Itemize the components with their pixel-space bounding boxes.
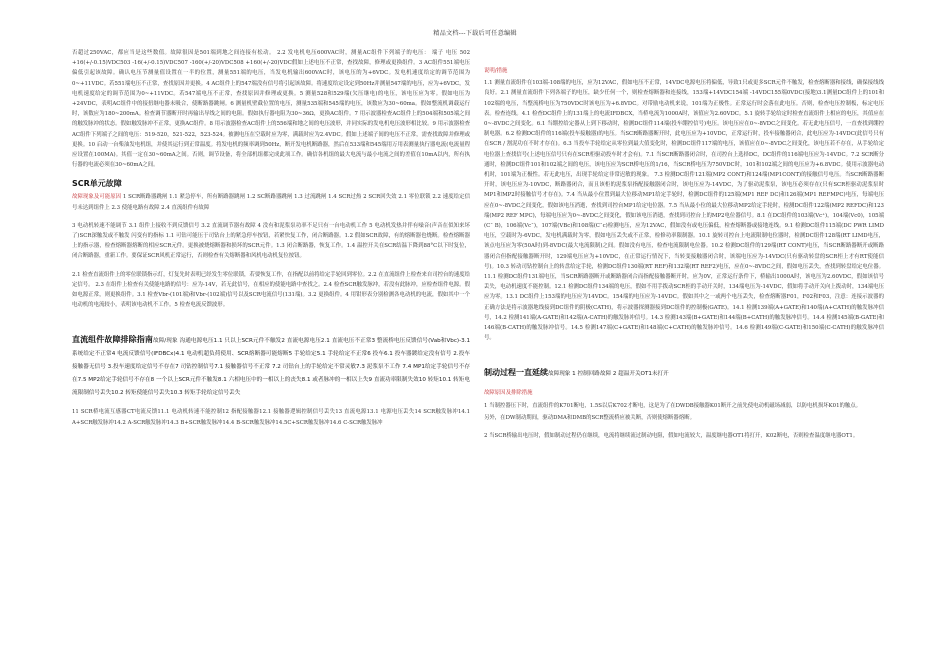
scr-phenomena-text: 1 SCR断路器跳闸 1.1 紧急停车，所有断路器跳闸 1.2 SC断路器跳闸 1.3 过流跳闸 1.4 SCR过热 2 SCR回失效 2.1 零位联锁 2.2 速度给定信号未达到组件上 2.3 使能电路有故障 2.4 直流组件有故障 [72, 194, 470, 211]
brake-cause-label: 故障原因及排除措施 [484, 390, 533, 397]
brake-items: 1 控制回路故障 2 超温开关OT1未打开 [570, 371, 669, 378]
right-column [484, 66, 884, 443]
dc-section-title [72, 334, 470, 399]
dc-title-text: 直流组件故障排除指南 [72, 335, 153, 345]
scr-paragraph-2: 3 电动机转速不能调节 3.1 组件上接收不到反馈信号 3.2 直流调节器有故障 4 没有和泥浆泵功率不足只有一台电动机工作 5 电动机发热并伴有噪音(声音在似知来坏了)SCR深触发或不触发 闪变有的指标 1.1 可钻可能压于司钻台上的紧急停车按钮，若紧快复工作，闭合断路器。1.2 假如SCR故障，有的熔断器也烧断。检查熔断器上的指示器，检查熔断器熔断的相应SCR元件。更换被烧熔断器和损坏的SCR元件。1.3 闭合断路器，恢复工作。1.4 温控开关在SCR结温下降到88°C以下时复位，闭合断路器，重新工作。要保证SCR风机正常运行，否则检查有关熔断器和风机电动机复位按钮。 [72, 222, 470, 260]
brake-cause-3: 2 当SCR桥输出电压时，假如制动过程仍在继续，电流将继续流过制动电阻，假如电流较大，温度继电器OT1将打开，K02断电，否则检查温度继电器OT1。 [484, 433, 859, 440]
scr-phenomena [72, 192, 470, 212]
scr-phenomena-label: 故障现象及可能原因 [72, 194, 122, 201]
dc-list: 11 SCR桥电流互感器CT电流反馈11.1 电动机转速不能控制12 指配接触器12.1 接触器逻辑控制信号丢失13 直流电源13.1 电源电压丢失14 SCR触发脉冲14.1 A+SCR触发脉冲14.2 A-SCR触发脉冲14.3 B+SCR触发脉冲14.4 B-SCR触发脉冲14.5C+SCR触发脉冲14.6 C-SCR触发脉冲 [72, 409, 470, 426]
dc-phenomena-text: 沟通电源电压1.1 只以上SCR元件不触发2 直流电源电压2.1 直流电压不正常3 整流桥电压反馈信号(Vab和Vbc)-3.1 系统给定不正常4 电流反馈信号(IFDBCx)4.1 电动机超负荷使用、SCR熔断器可能熔断5 手轮给定5.1 手轮给定不正常6 投车6.1 投车器鍍给定没有信号 2.投车接触器无信号 3.投车速度给定信号不存在7 司钻控制信号7.1 接触器信号不正常 7.2 司钻台上的手轮给定不常灵敏7.3 泥浆泵不工作 7.4 MP1给定手轮信号不存在7.5 MP2给定手轮信号不存在8 一个以上SCR元件不触发8.1 六相电压中的一相以上的丧失8.1 或者脉冲的一相以上失9 直流功率限制失效10 转矩10.1 转矩电流限制信号丢失10.2 转矩使能信号丢失10.3 转矩手轮给定信号丢失 [72, 338, 471, 397]
page-header: 精品文档---下载后可任意编辑 [433, 30, 517, 37]
scr-section-title: SCR单元故障 [72, 179, 122, 189]
note-label: 说明/措施 [484, 68, 508, 74]
left-column [72, 48, 470, 430]
scr-paragraph-3: 2.1 检查直流组件上的零位联锁指示灯，灯复先时表明已经发生零位联锁，若要恢复工作，在指配以前将给定手轮回到零位。2.2 在直流组件上检查来自司控台的速度给定信号。 2.3 在组件上检查有关使能电路的信号：应为-14V，若无此信号，在相应的使能电路中查找之。2.4 检查SCR触发脉冲，若没有此脉冲，应检查组件电源。假如电源正常，则更换组件。3.1 检查Vbr-(101端)和Vbr-(102端)信号以及SCR电流信号(131端)。3.2 更换组件。4 用钳形表分别检测各电动机的电流，假如其中一个电动机的电流较小，表明该电动机不工作。5 检查电流反馈波形。 [72, 271, 470, 309]
brake-cause-2: 另外，在DW制动期间，驱动DMA和DMB的SCR整流桥应被关断，否则使熔断器熔断。 [484, 414, 695, 421]
dc-phenomena-label: 故障/现象 [152, 338, 178, 345]
brake-cause-1: 1 当制控器压下时，直流组件的K701断电，1.5S以后K702才断电，这是为了在DWDB接触器K01断开之前先使电动机磁场减弱，以防电机损坏K01的触点。 [484, 402, 862, 409]
brake-title-text: 制动过程一直延续 [484, 368, 548, 378]
brake-section-title [484, 367, 884, 380]
right-body: 1.1 测量直流组件在103端-108端的电压，应为12VAC，假如电压不正常，14VDC电源电压将偏低，导致1只或更多SCR元件不触发，检查熔断器和接线，确保接线线良好。2.1 测量直流组件下列各端子的电压，缺少任何一个，则检查熔断器和连接线，153端+14VDC154端 -14VDC155端0VDC(接地)3.1测量DC组件上的101和102端的电压，当整流桥电压为750VDC时该电压为+6.8VDC。对带励电动机来说，101端为正极性。正常运行时会落在此电压。否则，检查电压控制板，标定电压表。检查连线。4.1 检查DC组件上的131端上的电流IFDBCX，当桥电流为1000A时，该值应为2.60VDC。5.1 旋转手轮给定时检查直流组件上相应的电压，其值应在0~-8VDC之间变化。6.1 当绷控给定器从上到下移动时，检测DC组件114端(投车绷控信号)电压。该电压应在0~-8VDC之间变化。若无此电压信号，一直查找到绷控制电器。6.2 检测DC组件的116端(投车接触器)的电压。当SCR断路器断开时，此电压应为+10VDC，正常运行时，投车接触器闭合，此电压应为-14VDC(此信号只有在SCR / 割泥功在不时才存在)。6.3 当投车手轮给定从零位到最大值变化时，检测DC组件117端的电压，该值应在0~-8VDC之间变化，该电压若不存在，从手轮给定电位器上查找信号(上述电压信号只有在SCR柜驱动投车时才会有)。7.1 当SCR断路器闭合时，在司控台上选择DC，DC组件的116端电压应为-14VDC。7.2 SCR断分通时，检测DC组件101和102端之间的电压，该电压应为SCR桥电压的1/16，当SCR桥电压为750VDC时，101和102端之间的电压应为+6.8VDC。使用示波器电动机时，101端为正极性。若无此电压，出现手轮给定非常迟敏的现象。 7.3 检测DC组件121端(MP2 CONT)和124端(MP1CONT)的接触信号电压。当SCR断路器断开时，该电压应为-10VDC，断路器闭合，而且该柜的泥浆泵指配接触器闭合时，该电压应为-14VDC，为了驱动泥浆泵，该电压必须存在(只有SCR柜驱动泥浆泵时MP1和MP2时接触信号才存在)。7.4 当从最小位置到最大位移动MP1给定手轮时，检测DC组件的125端(MP1 REF DC)和126端(MP1 REFMPC)电压，每端电压应在0~-8VDC之间变化，假如该电压消逝，查找到司控台MP1给定电位器。7.5 当从最小位的最大位移动MP2给定手轮时，检测DC组件122端(MP2 REFDC)和123端(MP2 REF MPC)，每端电压应为0~-8VDC之间变化，假如该电压消逝，查找到司控台上的MP2电位器信号。8.1 在DC组件的103端(Vc⁺)，104端(Vc0)，105端(Cˉ B)，106端(Vcˉ)，107端(VBc)和108端(Cˉc)检测电压，应为12VAC，假如没有或电压偏低，检查熔断器或接地连线。9.1 检测DC组件115端(DC PWR LIMD电压，空载时为-6VDC，发电机满载时为零，假如电压丢失或不正常，检修功率限制器。10.1 旋转司控台上电流限制电位器时，检测DC组件128端(RT LIMD电压，该点电压应为零(50A时)到-8VDC(最大电流限制)之间。假如没有电压，检查电流限制电位器。10.2 检测DC组件的129端(RT CONT)电压，当SCR断路器断开或断路器闭合但指配接触器断开时，129端电压应为+10VDC，在正常运行情况下，当转变接触器闭合时，该端电压应为-14VDC(只有驱动转盘的SCR柜上才有RT使能信号)。10.3 转动司钻控制台上的转盘给定手轮，检测DC组件130端(RT REF)和132端(RT REF2)电压，应在0~-8VDC之间，假如电压丢失，查找到转盘给定电位器。11.1 检测DC组件131端电压，当SCR断路器断开或断路器闭合而指配接触器断开时，应为0V，正常运行条件下，桥输出1000A时，该电压为2.60VDC，假如该信号丢失，电动机速度不能控制。12.1 检测DC组件134端的电压，假如不用手拨动SCR柜的手动开关时，134端电压为-14VDC，假如将手动开关向上拨动时，134端电压应为零。13.1 DC组件上153端的电压应为14VDC。154端的电压应为-14VDC。假如其中之一或两个电压丢失，检查熔断器F01，F02和F03，注意：连接示波器的正确方法是将示波器地线接到DC组件的阴极(CATH)，将示波器探测器接到DC组件的控制极(GATE)。14.1 检测139端(A+GATE)和140端(A+CATH)的触发脉冲信号，14.2 检测141端(A-GATE)和142端(A-CATH)的触发脉冲信号。14.3 检测143端(B+GATE)和144端(B+CATH)的触发脉冲信号。14.4 检测145端(B-GATE)和146端(B-CATH)的触发脉冲信号。14.5 检测147端(C+GATE)和148端(C+CATH)的触发脉冲信号。14.6 检测149端(C-GATE)和150端(C-CATH)的触发脉冲信号。 [484, 80, 884, 342]
intro-paragraph: 否超过250VAC，都应当是这些数值。故障很因是501端到地之间连接有松动。 2.2 发电机电压600VAC时，测量AC组件下列端子的电压： 端子 电压 502 +16(+/-0.15)VDC503 -16(+/-0.15)VDC507 -160(+/-20)VDC508 +160(+/-20)VDC假如上述电压不正常，查找故障，修理或更换组件。3 AC组件551端电压偏低引起该故障。确认电压节测量值设置在一半的位置，测量551端的电压，当发电机输出600VAC时，该电压的为+6VDC。发电机速度给定的调节范围为0~+11VDC。若551端电压不正常，查找原因并更换。4 AC组件上的547端没有信号将引起该故障。将速度给定设定到50Hz并测量547端的电压，应为+6VDC，发电机速度给定的调节范围为0~+11VDC。若547端电压不正常，查找原因并修理或更换。5 测量528和529端(欠压继电)的电压，该电压应为零。假如电压为+24VDC，表明AC组件中的接扭继电器未吸合，使断路器跳闸。6 测量机壁截位置的电压，测量535端和545端的电压，该数应为30~60ma。假如整流机调载运行时，该数应为180~200mA。检查调节器断开时再输出导线之间的电阻。假如执行器电阻为30~36Ω，更换AC组件。7 用示波器检查AC组件上的504端和505端之间的触发脉冲的状态。假如触发脉冲不正常，更换AC组件。8 用示波器检查AC组件上的556端和地之间的电压波形，并同实际的发电机电压波形相比较。9 用示波器检查AC组件下列端子之间的电压：519-520，521-522，523-524。被测电压在空载时应为零，满载时应为2.4VDC。假如上述端子间的电压不正常，需查找故障并修理或更换。10 启动一台柴油发电机组，并使其运行到正常温度。将发电机的频率调到50Hz，断开发电机断路器，然后在533端和545端用万用表测量执行器电流(电流量程应设置在100MA)。其值一定在30~60mA之间。否则，调节设备，将全部机组都完成此项工作。确信各机组的最大电流与最小电流之间的差值在10mA以内，所有执行器的电流必须在30~60mA之间。 [72, 50, 471, 169]
brake-phenomena-label: 故障现象 [548, 371, 571, 378]
